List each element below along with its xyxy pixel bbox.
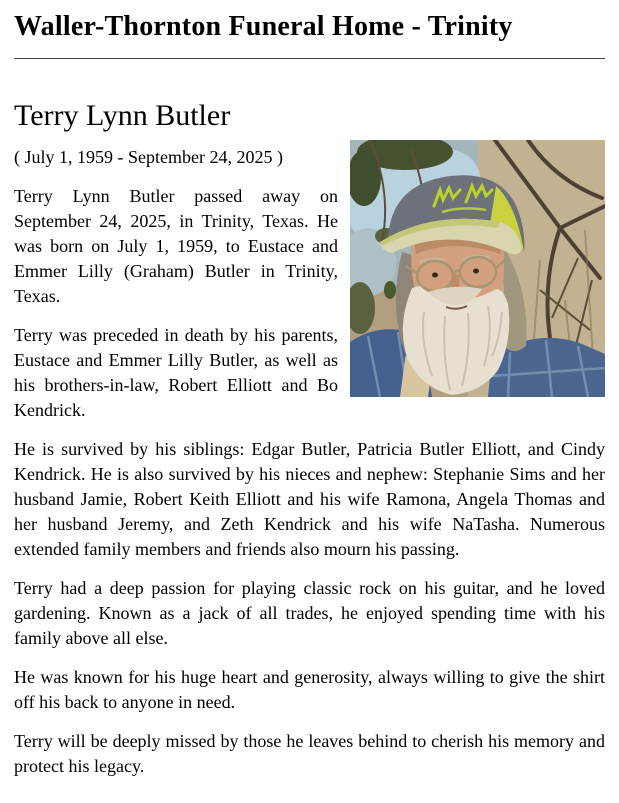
obituary-section: [14, 99, 605, 780]
lifespan-dates: ( July 1, 1959 - September 24, 2025 ): [14, 147, 283, 168]
obituary-paragraph: He is survived by his siblings: Edgar Butler, Patricia Butler Elliott, and Cindy Kendrick. He is also survived by his nieces and nephew: Stephanie Sims and her husband Jamie, Robert Keith Elliott and his wife Ramona, Angela Thomas and her husband Jeremy, and Zeth Kendrick and his wife NaTasha. Numerous extended family members and friends also mourn his passing.: [14, 439, 605, 560]
page-title: Waller-Thornton Funeral Home - Trinity: [14, 11, 513, 42]
deceased-name: Terry Lynn Butler: [14, 98, 231, 132]
portrait-photo: [350, 140, 605, 397]
obituary-paragraph: Terry will be deeply missed by those he leaves behind to cherish his memory and protect his legacy.: [14, 731, 605, 777]
obituary-paragraph: Terry had a deep passion for playing classic rock on his guitar, and he loved gardening. Known as a jack of all trades, he enjoyed spending time with his family above all else.: [14, 578, 605, 649]
header-divider: [14, 58, 605, 59]
obituary-paragraph: Terry Lynn Butler passed away on September 24, 2025, in Trinity, Texas. He was born on July 1, 1959, to Eustace and Emmer Lilly (Graham) Butler in Trinity, Texas.: [14, 186, 338, 307]
obituary-paragraph: He was known for his huge heart and generosity, always willing to give the shirt off his back to anyone in need.: [14, 667, 605, 713]
portrait-photo-illustration: [350, 140, 605, 397]
obituary-paragraph: Terry was preceded in death by his parents, Eustace and Emmer Lilly Butler, as well as his brothers-in-law, Robert Elliott and Bo Kendrick.: [14, 325, 338, 421]
